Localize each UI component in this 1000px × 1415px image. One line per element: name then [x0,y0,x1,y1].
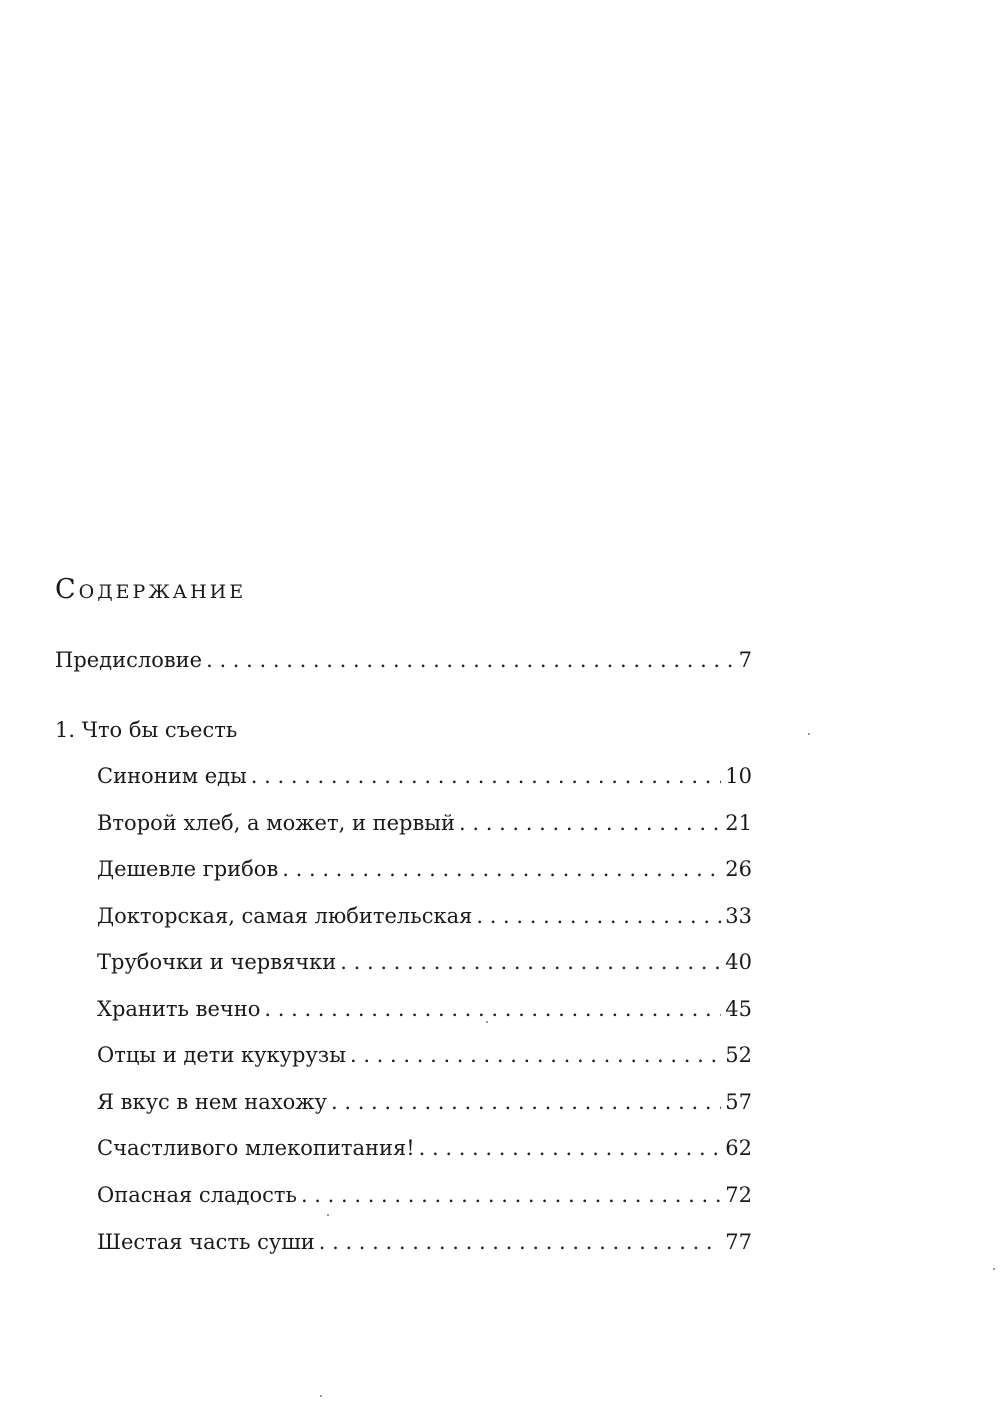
toc-entry-label: Шестая часть суши [97,1230,315,1254]
toc-entry-page: 62 [725,1136,752,1160]
toc-entry-label: Я вкус в нем нахожу [97,1090,327,1114]
toc-entry [97,1041,752,1069]
toc-entry [97,948,752,976]
dot-leader [251,762,721,790]
toc-entry [97,762,752,790]
toc-entry-label: Трубочки и червячки [97,950,337,974]
toc-entry-label: Дешевле грибов [97,857,279,881]
toc-entry-label: Синоним еды [97,764,247,788]
dot-leader [419,1134,722,1162]
dot-leader [331,1088,721,1116]
toc-title: Содержание [55,574,247,605]
toc-entry-page: 7 [738,648,752,672]
toc-entry-page: 52 [725,1043,752,1067]
toc-entry [97,995,752,1023]
dot-leader [319,1228,722,1256]
dot-leader [264,995,721,1023]
toc-entry-label: Отцы и дети кукурузы [97,1043,346,1067]
dot-leader [476,902,721,930]
toc-entry-page: 57 [725,1090,752,1114]
toc-entry-label: Опасная сладость [97,1183,297,1207]
toc-entry [97,1134,752,1162]
toc-entry-label: Предисловие [55,648,203,672]
toc-entry-page: 26 [725,857,752,881]
scan-speck [993,1268,995,1270]
toc-entry [97,902,752,930]
dot-leader [301,1181,721,1209]
toc-entry [97,1088,752,1116]
toc-entry-label: Хранить вечно [97,997,261,1021]
dot-leader [282,855,721,883]
scan-speck [320,1395,322,1397]
dot-leader [459,809,721,837]
dot-leader [206,646,735,674]
toc-entry [97,1228,752,1256]
toc-entry-page: 10 [725,764,752,788]
toc-entry-page: 33 [725,904,752,928]
toc-entry-page: 45 [725,997,752,1021]
toc-entry-page: 21 [725,811,752,835]
toc-entry-preface [55,646,752,674]
toc-entry-page: 40 [725,950,752,974]
scan-speck [486,1021,488,1023]
toc-entry [97,1181,752,1209]
scan-speck [327,1214,329,1216]
toc-entry [97,809,752,837]
dot-leader [350,1041,721,1069]
toc-entry [97,855,752,883]
toc-entry-page: 77 [725,1230,752,1254]
toc-entry-label: Докторская, самая любительская [97,904,473,928]
toc-entry-label: Второй хлеб, а может, и первый [97,811,456,835]
scan-speck [808,733,810,735]
dot-leader [340,948,721,976]
toc-entry-label: Счастливого млекопитания! [97,1136,415,1160]
section-heading: 1. Что бы съесть [55,718,238,742]
toc-entry-page: 72 [725,1183,752,1207]
